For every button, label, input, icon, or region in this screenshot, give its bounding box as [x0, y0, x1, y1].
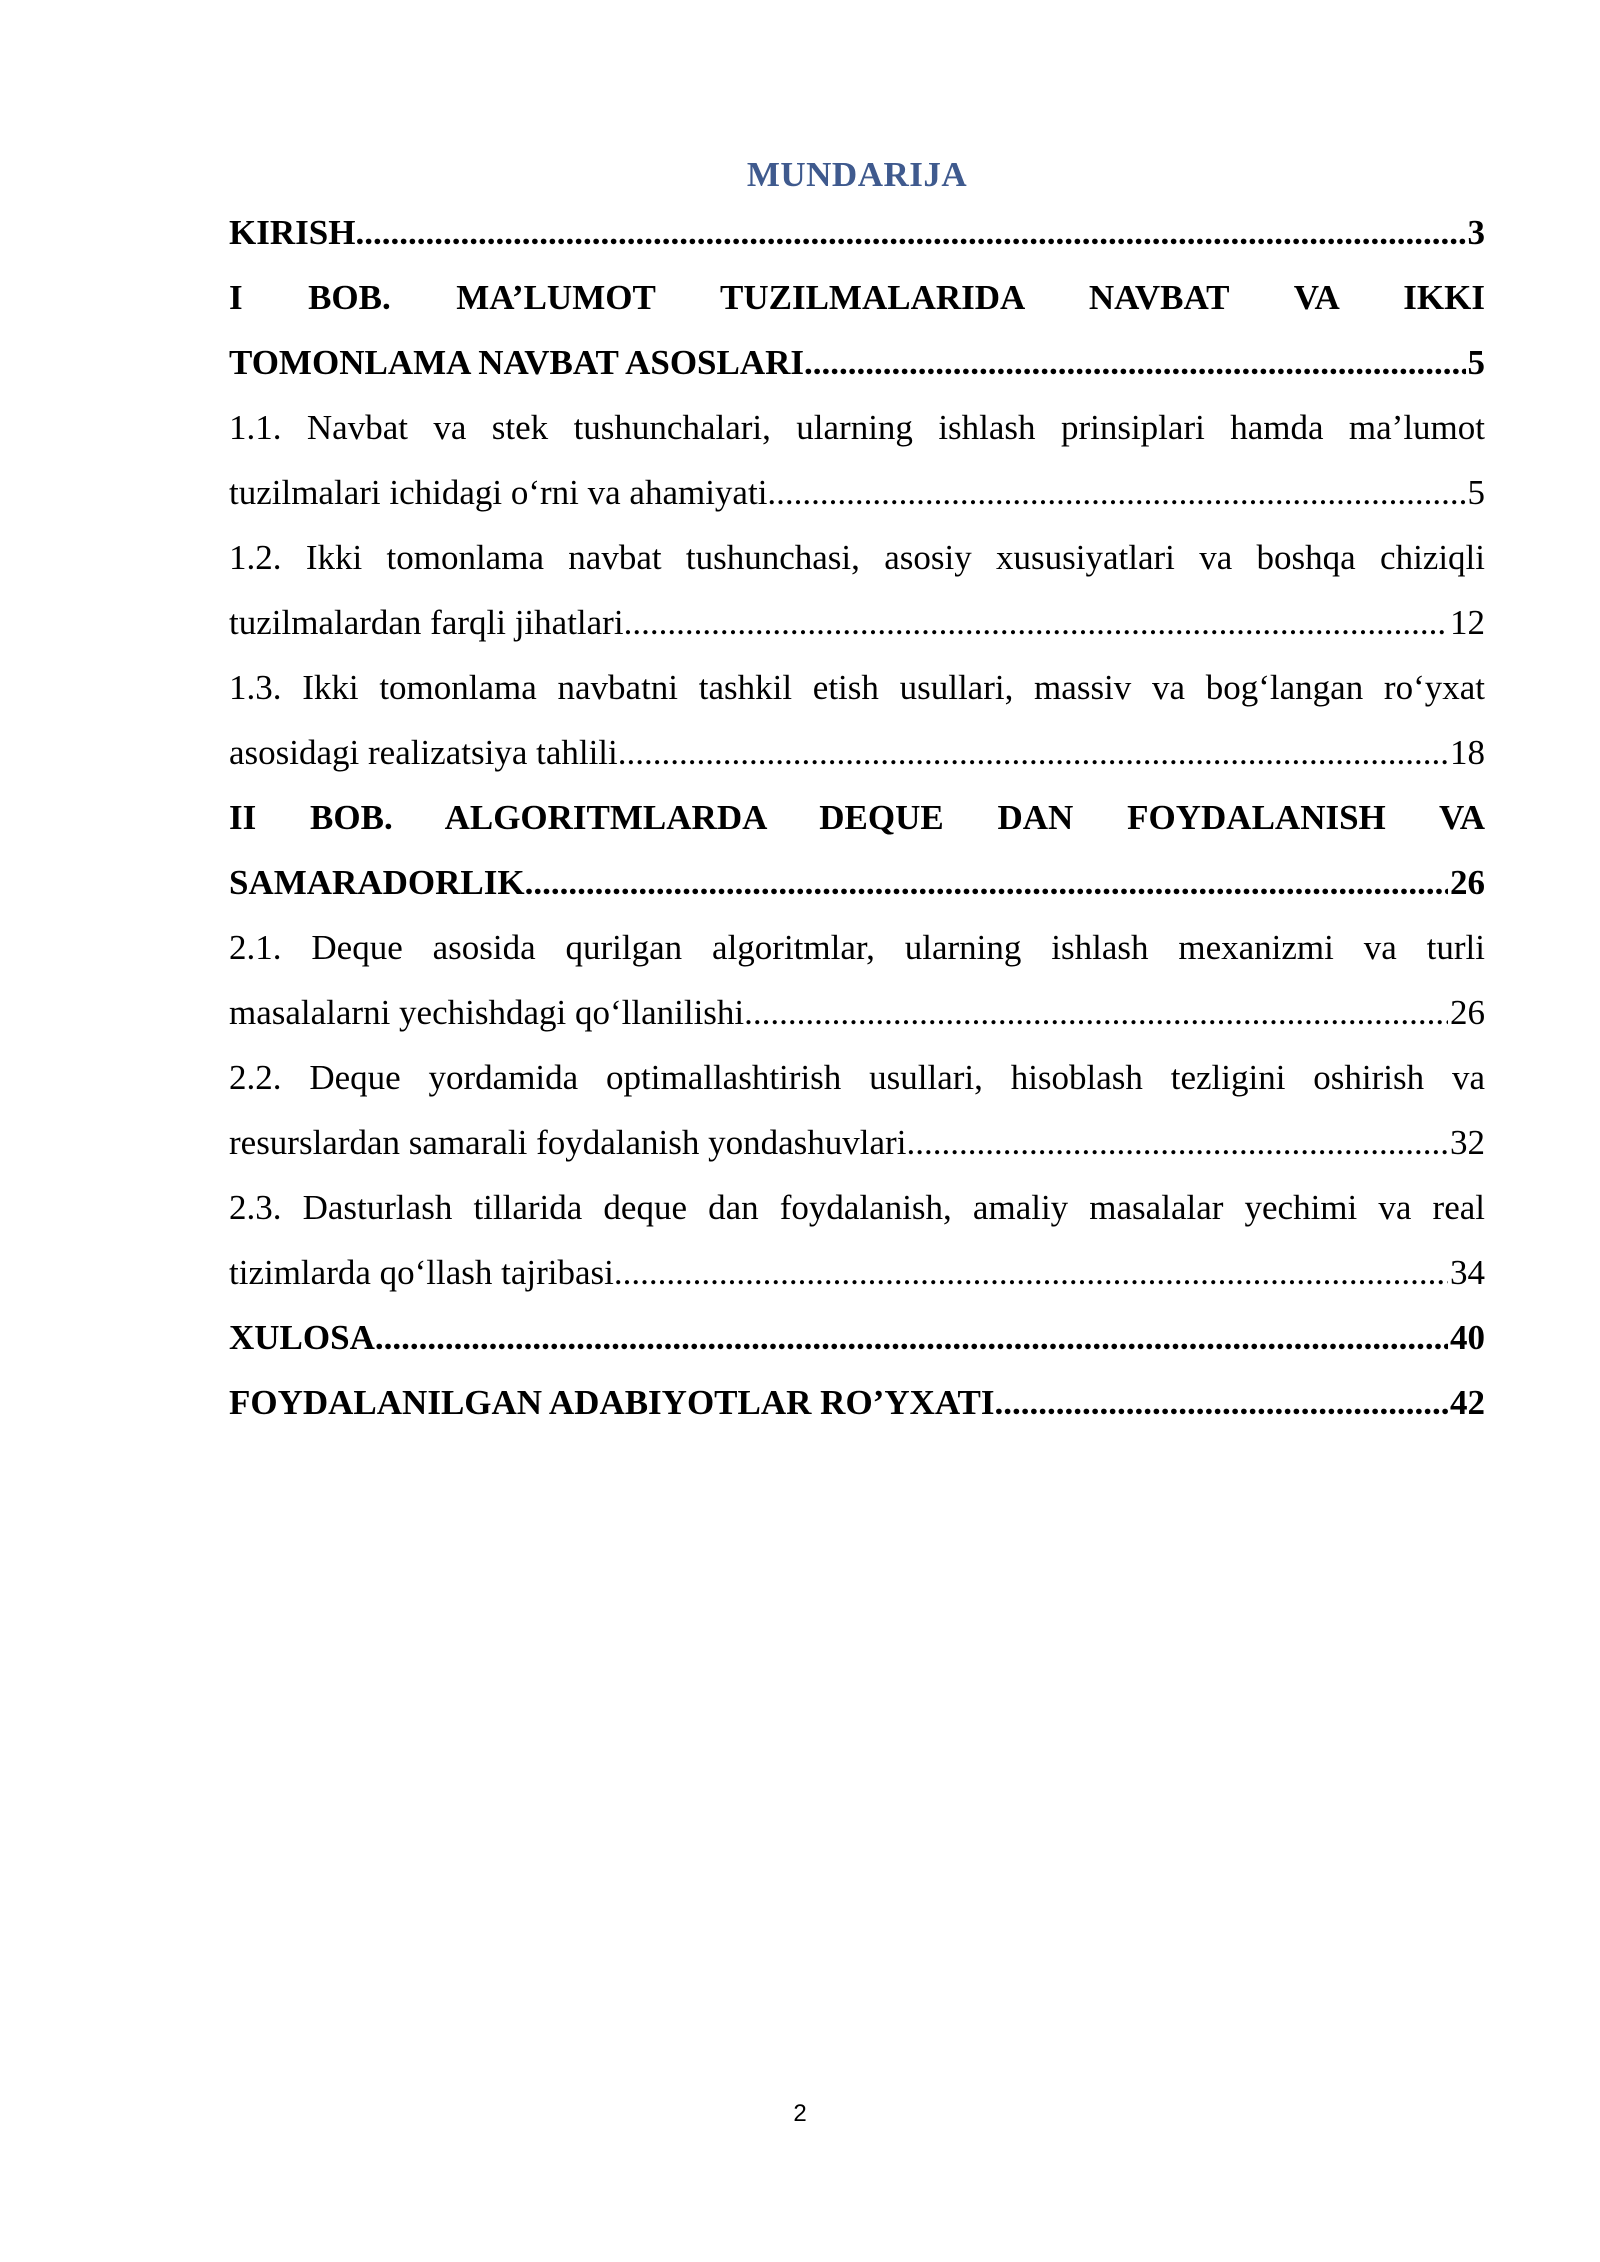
toc-entry-lead-text: II BOB. ALGORITMLARDA DEQUE DAN FOYDALANISH VA [229, 798, 1485, 837]
toc-entry[interactable] [229, 395, 1485, 525]
toc-dot-leader [744, 980, 1448, 1045]
toc-entry[interactable] [229, 1305, 1485, 1370]
toc-entry[interactable] [229, 200, 1485, 265]
toc-page-number: 12 [1450, 603, 1485, 642]
toc-entry-line [229, 200, 1485, 265]
toc-page-number: 18 [1450, 733, 1485, 772]
toc-dot-leader [618, 720, 1448, 785]
toc-dot-leader [355, 200, 1465, 265]
toc-page-number: 26 [1450, 993, 1485, 1032]
toc-dot-leader [767, 460, 1465, 525]
toc-entry[interactable] [229, 1045, 1485, 1175]
table-of-contents [229, 150, 1485, 1435]
toc-entry-lead-text: 2.1. Deque asosida qurilgan algoritmlar, ularning ishlash mexanizmi va turli [229, 928, 1485, 967]
toc-entry-line [229, 590, 1485, 655]
toc-entry-line [229, 720, 1485, 785]
toc-entry-line [229, 850, 1485, 915]
toc-page-number: 3 [1467, 213, 1485, 252]
toc-dot-leader [624, 590, 1448, 655]
toc-entry-title: TOMONLAMA NAVBAT ASOSLARI [229, 343, 805, 382]
toc-entry-title: masalalarni yechishdagi qo‘llanilishi [229, 993, 745, 1032]
toc-dot-leader [614, 1240, 1448, 1305]
toc-entry-title: tizimlarda qo‘llash tajribasi [229, 1253, 614, 1292]
toc-entry-line [229, 1240, 1485, 1305]
toc-entries [229, 200, 1485, 1435]
toc-page-number: 5 [1467, 473, 1485, 512]
toc-entry-lead-text: 2.2. Deque yordamida optimallashtirish usullari, hisoblash tezligini oshirish va [229, 1058, 1485, 1097]
toc-entry-title: SAMARADORLIK [229, 863, 525, 902]
toc-entry-lead-text: 1.1. Navbat va stek tushunchalari, ularning ishlash prinsiplari hamda ma’lumot [229, 408, 1485, 447]
toc-entry-title: XULOSA [229, 1318, 375, 1357]
toc-entry[interactable] [229, 1175, 1485, 1305]
toc-entry[interactable] [229, 655, 1485, 785]
page-number: 2 [793, 2100, 807, 2127]
toc-entry[interactable] [229, 785, 1485, 915]
toc-dot-leader [995, 1370, 1448, 1435]
toc-entry-lead-text: 1.3. Ikki tomonlama navbatni tashkil etish usullari, massiv va bog‘langan ro‘yxat [229, 668, 1485, 707]
toc-entry-title: tuzilmalardan farqli jihatlari [229, 603, 624, 642]
toc-entry-lead-text: I BOB. MA’LUMOT TUZILMALARIDA NAVBAT VA IKKI [229, 278, 1485, 317]
toc-dot-leader [525, 850, 1448, 915]
toc-entry[interactable] [229, 265, 1485, 395]
toc-entry-title: resurslardan samarali foydalanish yondashuvlari [229, 1123, 907, 1162]
toc-entry-lead-text: 1.2. Ikki tomonlama navbat tushunchasi, asosiy xususiyatlari va boshqa chiziqli [229, 538, 1485, 577]
toc-page-number: 32 [1450, 1123, 1485, 1162]
toc-page-number: 26 [1450, 863, 1485, 902]
toc-entry-line [229, 980, 1485, 1045]
toc-entry-line [229, 460, 1485, 525]
toc-entry-line [229, 330, 1485, 395]
toc-entry[interactable] [229, 915, 1485, 1045]
toc-dot-leader [804, 330, 1465, 395]
toc-page-number: 34 [1450, 1253, 1485, 1292]
toc-entry-title: tuzilmalari ichidagi o‘rni va ahamiyati [229, 473, 768, 512]
toc-title: MUNDARIJA [746, 155, 968, 194]
toc-entry-title: KIRISH [229, 213, 356, 252]
toc-entry[interactable] [229, 1370, 1485, 1435]
toc-entry-title: asosidagi realizatsiya tahlili [229, 733, 618, 772]
toc-dot-leader [906, 1110, 1448, 1175]
toc-entry-title: FOYDALANILGAN ADABIYOTLAR RO’YXATI [229, 1383, 995, 1422]
toc-page-number: 40 [1450, 1318, 1485, 1357]
toc-dot-leader [375, 1305, 1448, 1370]
toc-entry-line [229, 1370, 1485, 1435]
toc-entry-line [229, 1305, 1485, 1370]
toc-page-number: 42 [1450, 1383, 1485, 1422]
toc-page-number: 5 [1467, 343, 1485, 382]
toc-entry-lead-text: 2.3. Dasturlash tillarida deque dan foydalanish, amaliy masalalar yechimi va real [229, 1188, 1485, 1227]
toc-entry[interactable] [229, 525, 1485, 655]
toc-entry-line [229, 1110, 1485, 1175]
